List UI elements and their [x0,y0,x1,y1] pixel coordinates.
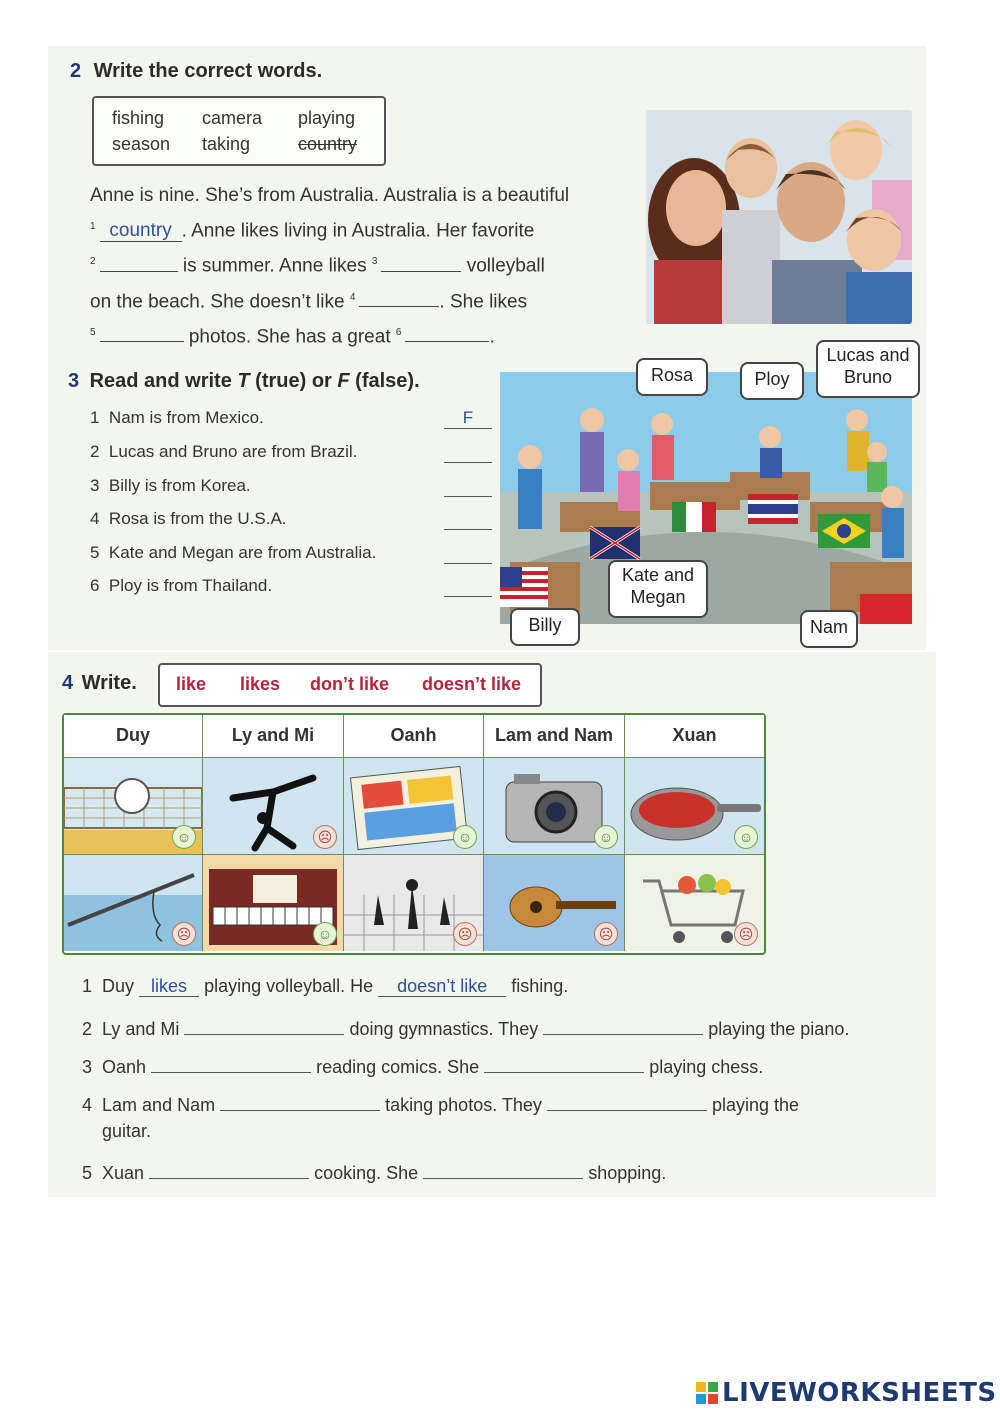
sad-face-icon: ☹ [734,922,758,946]
sentence-number: 5 [82,1163,93,1183]
happy-face-icon: ☺ [313,922,337,946]
sentence-number: 1 [82,976,93,996]
verb-option: like [176,674,207,694]
tf-item [90,543,376,563]
label-line: Kate and [621,565,695,585]
exercise-sentence-1 [82,976,568,997]
blank-number: 2 [90,256,96,268]
paragraph-text: volleyball [466,255,545,277]
blank-5[interactable] [100,341,184,342]
section-3-title: Read and write [89,370,238,392]
paragraph-text: . She likes [439,290,528,312]
section-3-title: (true) or [249,370,338,392]
sentence-4-blank-1[interactable] [220,1090,380,1111]
label-line: Megan [630,587,686,607]
sentence-2-blank-1[interactable] [184,1014,344,1035]
verb-options-box [158,663,542,707]
exercise-sentence-2 [82,1014,849,1040]
happy-face-icon: ☺ [594,825,618,849]
sentence-4-blank-2[interactable] [547,1090,707,1111]
tf-item [90,509,287,529]
liveworksheets-logo[interactable]: LIVEWORKSHEETS [722,1378,997,1408]
word-option: season [112,134,171,154]
tf-answer-1[interactable]: F [444,408,492,429]
tf-answer-4[interactable] [444,509,492,530]
word-option: camera [202,108,263,128]
happy-face-icon: ☺ [453,825,477,849]
tf-answer-5[interactable] [444,543,492,564]
exercise-sentence-3 [82,1052,763,1078]
sentence-text: Oanh [102,1057,147,1077]
word-option-crossed: country [298,134,358,154]
blank-number: 3 [371,256,378,268]
column-header: Ly and Mi [203,715,344,758]
section-2-number: 2 [70,60,82,82]
exercise-sentence-4 [82,1090,799,1116]
tf-item [90,442,357,462]
sentence-2-blank-2[interactable] [543,1014,703,1035]
paragraph-line-1: Anne is nine. She’s from Australia. Australia is a beautiful [90,185,570,206]
chess-picture [344,855,484,951]
sad-face-icon: ☹ [594,922,618,946]
section-3-heading [68,370,420,393]
item-number: 1 [90,408,100,427]
liveworksheets-logo-icon [696,1382,718,1404]
paragraph-text: on the beach. She doesn’t like [90,290,345,312]
blank-4[interactable] [359,306,439,307]
item-text: Lucas and Bruno are from Brazil. [108,442,358,461]
happy-face-icon: ☺ [172,825,196,849]
section-3-title-t: T [237,370,250,392]
sad-face-icon: ☹ [172,922,196,946]
item-number: 2 [90,442,100,461]
guitar-picture [484,855,625,951]
cooking-picture [625,758,764,855]
sentence-1-blank-2[interactable]: doesn’t like [378,976,506,997]
sentence-number: 3 [82,1057,93,1077]
blank-number: 1 [90,221,96,232]
blank-number: 5 [90,326,96,338]
sentence-text: playing volleyball. He [204,976,374,996]
blank-number: 4 [349,291,356,303]
family-photo [646,110,912,324]
sentence-text: fishing. [511,976,569,996]
verb-option: doesn’t like [422,674,522,694]
sentence-text: reading comics. She [316,1057,480,1077]
column-header: Oanh [344,715,484,758]
word-box [92,96,386,166]
tf-answer-2[interactable] [444,442,492,463]
column-header: Xuan [625,715,764,758]
tf-answer-6[interactable] [444,576,492,597]
happy-face-icon: ☺ [734,825,758,849]
paragraph-line-2 [90,211,635,246]
blank-2[interactable] [100,271,178,272]
gymnastics-picture [203,758,344,855]
word-option: taking [202,134,251,154]
activity-grid [62,713,766,955]
sentence-5-blank-2[interactable] [423,1158,583,1179]
item-number: 3 [90,476,100,495]
item-text: Ploy is from Thailand. [108,576,273,595]
paragraph-line-4 [90,282,635,317]
paragraph-text: . Anne likes living in Australia. Her favorite [181,220,535,242]
column-header: Lam and Nam [484,715,625,758]
shopping-picture [625,855,764,951]
paragraph-text: photos. She has a great [188,326,391,348]
tf-item [90,576,272,596]
piano-picture [203,855,344,951]
sentence-text: cooking. She [314,1163,419,1183]
blank-number: 6 [395,326,402,338]
tf-item [90,408,264,428]
item-text: Billy is from Korea. [108,476,251,495]
camera-picture [484,758,625,855]
sentence-text: Duy [102,976,135,996]
blank-6[interactable] [405,341,489,342]
sentence-number: 4 [82,1095,93,1115]
blank-3[interactable] [381,271,461,272]
paragraph-line-3 [90,246,635,281]
sentence-text: taking photos. They [385,1095,542,1115]
item-text: Nam is from Mexico. [108,408,264,427]
label-lucas-bruno [816,340,920,398]
sentence-text: playing the piano. [708,1019,850,1039]
section-3-title: (false). [349,370,420,392]
section-4-number: 4 [62,672,74,694]
label-ploy: Ploy [740,362,804,400]
tf-answer-3[interactable] [444,476,492,497]
sentence-text: Ly and Mi [102,1019,180,1039]
item-text: Rosa is from the U.S.A. [108,509,287,528]
section-2-title: Write the correct words. [93,60,323,82]
fishing-picture [64,855,203,951]
label-billy: Billy [510,608,580,646]
comics-picture [344,758,484,855]
verb-option: don’t like [310,674,390,694]
label-rosa: Rosa [636,358,708,396]
sad-face-icon: ☹ [453,922,477,946]
section-4-title: Write. [81,672,137,694]
word-option: playing [298,108,356,128]
paragraph-line-5 [90,317,635,352]
sentence-5-blank-1[interactable] [149,1158,309,1179]
sentence-1-blank-1[interactable]: likes [139,976,199,997]
sentence-text: Lam and Nam [102,1095,216,1115]
item-number: 5 [90,543,100,562]
item-text: Kate and Megan are from Australia. [108,543,377,562]
sentence-text: Xuan [102,1163,145,1183]
section-2-paragraph [90,180,635,352]
label-kate-megan [608,560,708,618]
sad-face-icon: ☹ [313,825,337,849]
column-header: Duy [64,715,203,758]
exercise-sentence-5 [82,1158,666,1184]
volleyball-picture [64,758,203,855]
sentence-number: 2 [82,1019,93,1039]
item-number: 4 [90,509,100,528]
blank-1-answer[interactable]: country [100,221,182,242]
family-illustration [646,110,912,324]
label-nam: Nam [800,610,858,648]
label-line: Lucas and [826,345,910,365]
paragraph-text: is summer. Anne likes [182,255,367,277]
word-option: fishing [112,108,165,128]
verb-option: likes [240,674,281,694]
sentence-3-blank-1[interactable] [151,1052,311,1073]
section-3-number: 3 [68,370,80,392]
section-2-heading [70,60,322,83]
sentence-text: playing chess. [649,1057,764,1077]
sentence-text: doing gymnastics. They [349,1019,539,1039]
section-4-heading [62,672,137,695]
item-number: 6 [90,576,100,595]
sentence-text: playing the [711,1095,800,1115]
tf-item [90,476,251,496]
sentence-3-blank-2[interactable] [484,1052,644,1073]
sentence-text: shopping. [588,1163,667,1183]
paragraph-text: . [489,326,495,348]
exercise-sentence-4-continued: guitar. [102,1121,152,1141]
label-line: Bruno [843,367,893,387]
section-3-title-f: F [337,370,350,392]
